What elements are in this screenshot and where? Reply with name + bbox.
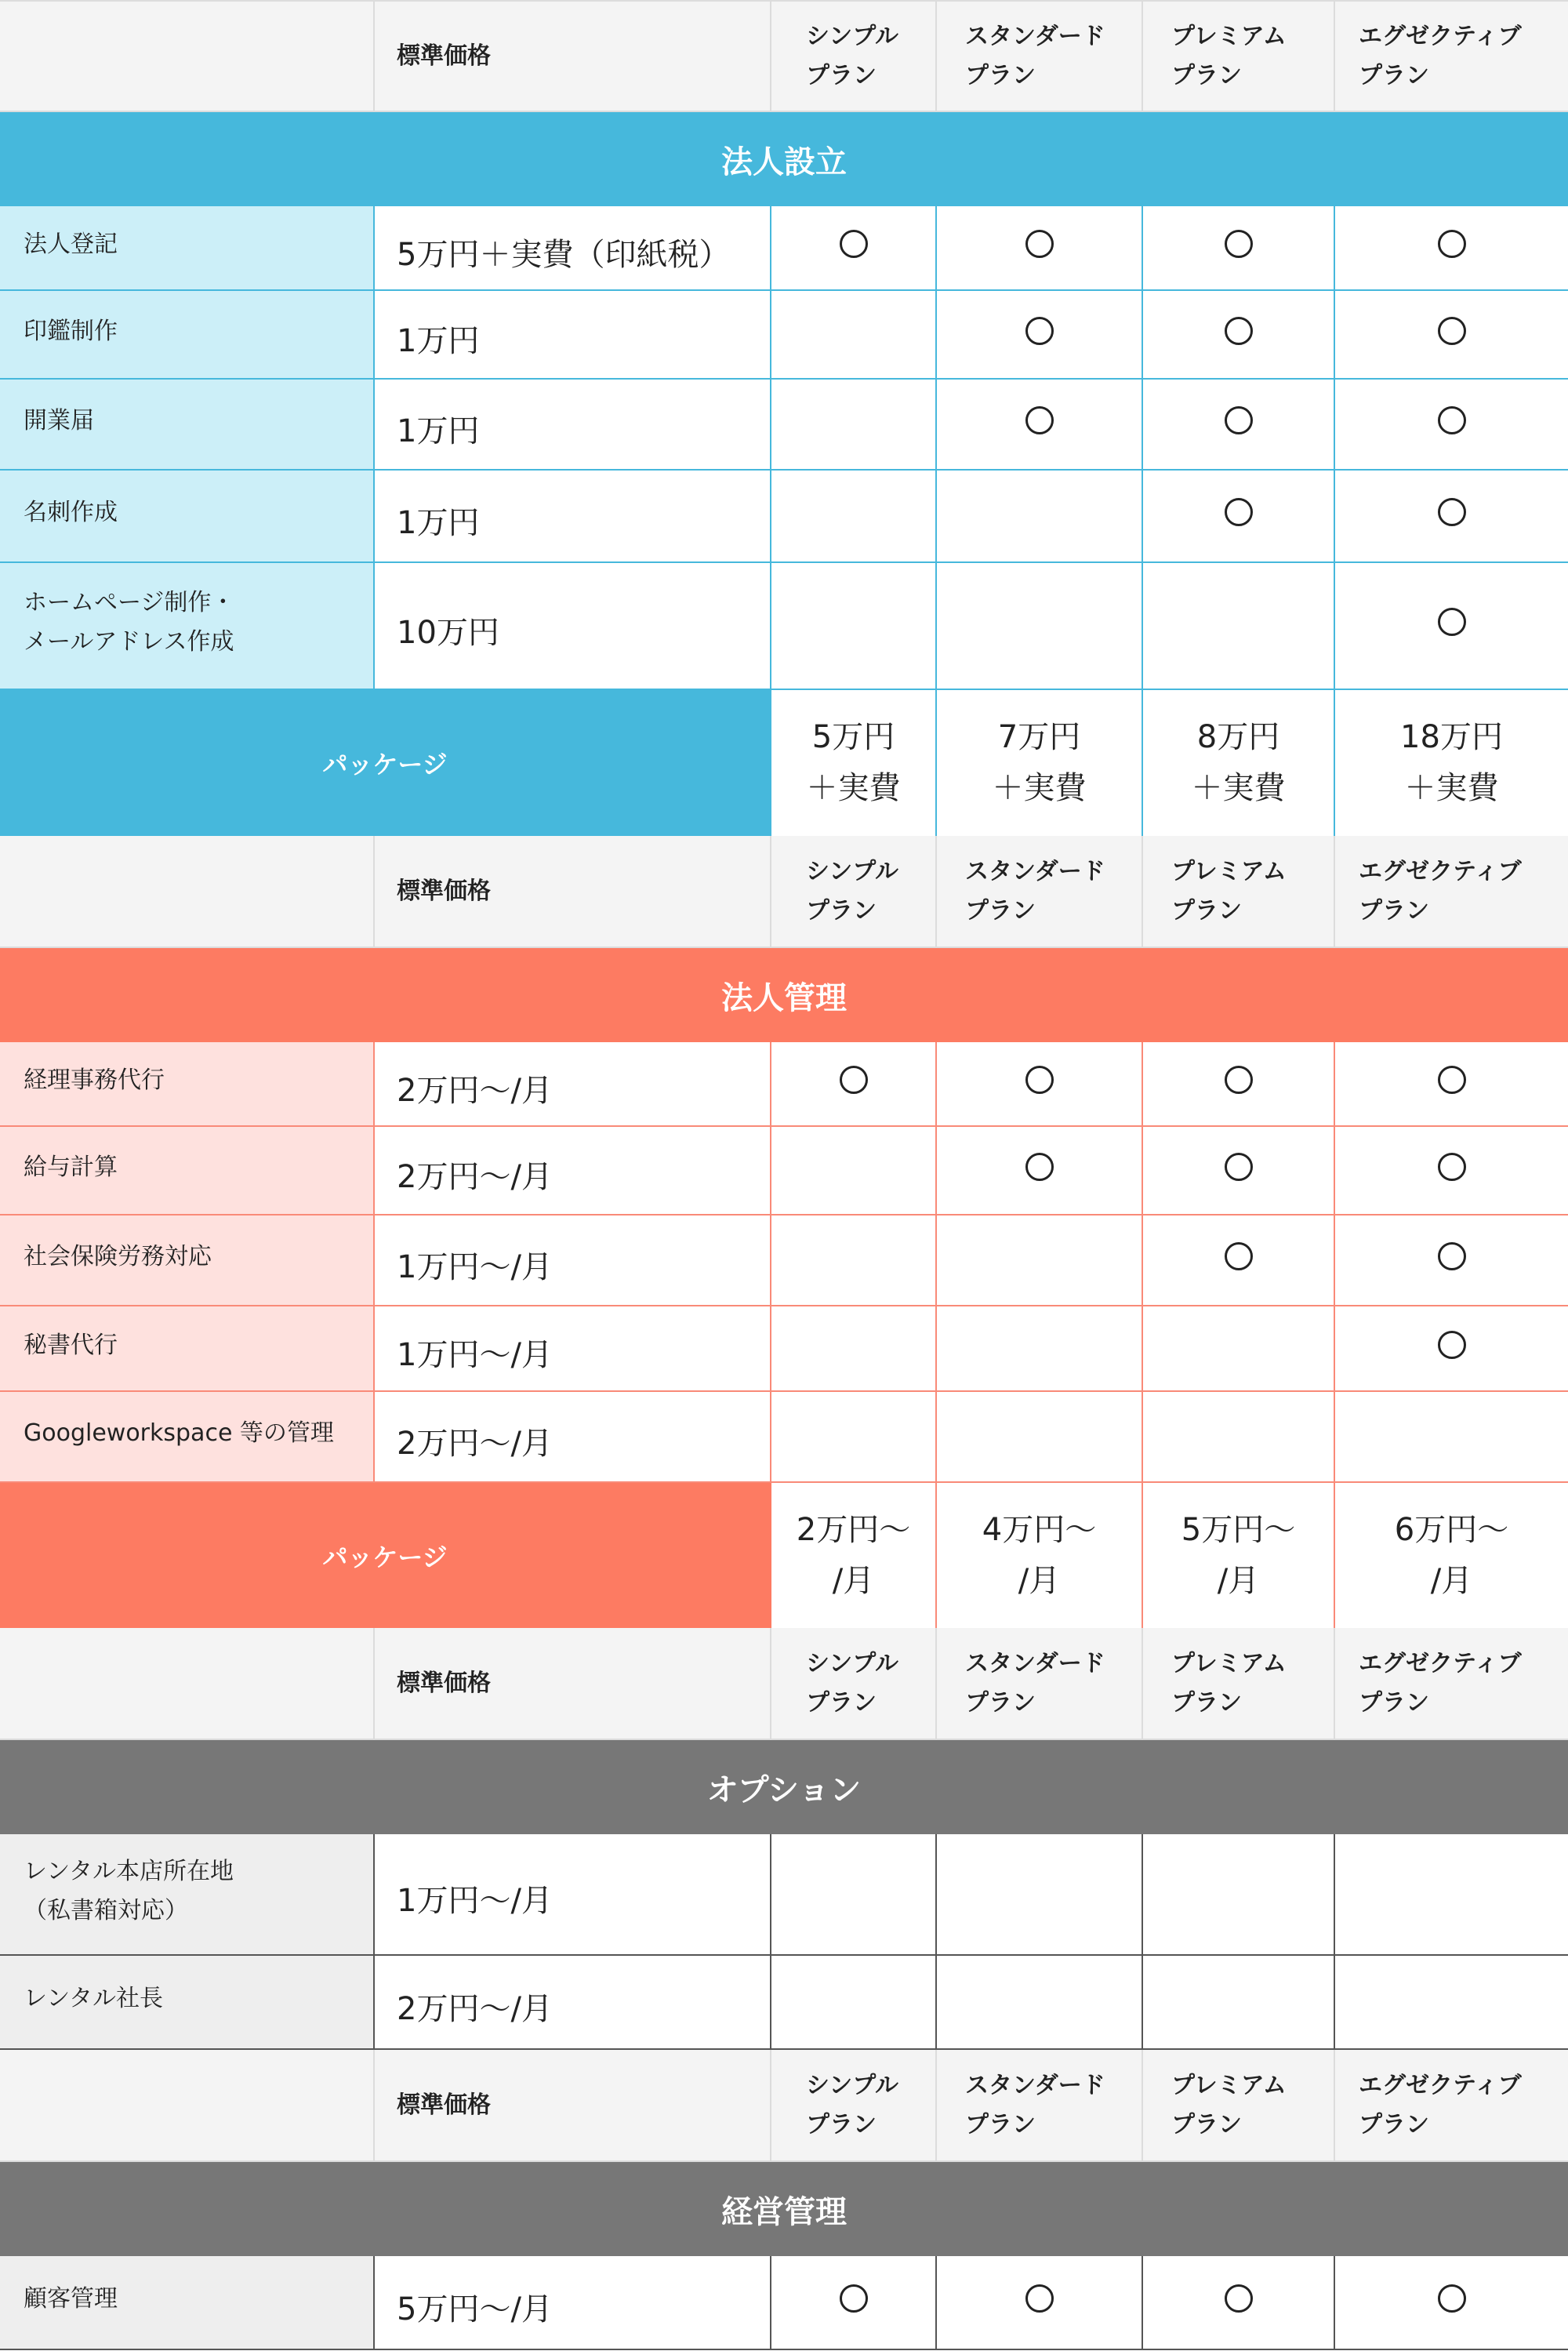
package-price-executive: 6万円〜 /月 (1335, 1483, 1568, 1630)
header-plan-executive: エグゼクティブ プラン (1359, 857, 1522, 925)
package-price-standard: 7万円 ＋実費 (937, 690, 1143, 838)
management-rows (0, 1042, 1568, 1483)
included-circle-icon (1025, 406, 1054, 434)
plan-cell-premium (1143, 1042, 1335, 1127)
header-price: 標準価格 (375, 1628, 771, 1739)
header-plan-simple: シンプル プラン (771, 2050, 937, 2160)
plan-cell-standard (937, 1834, 1143, 1956)
included-circle-icon (840, 1066, 868, 1094)
plan-cell-executive (1335, 206, 1568, 291)
header-plan-premium: プレミアム プラン (1143, 2050, 1335, 2160)
row-label: 顧客管理 (0, 2256, 375, 2350)
included-circle-icon (840, 230, 868, 258)
header-empty-cell (0, 2050, 375, 2160)
plan-cell-executive (1335, 1834, 1568, 1956)
plan-cell-executive (1335, 2256, 1568, 2350)
plan-cell-standard (937, 380, 1143, 471)
header-price: 標準価格 (375, 2050, 771, 2160)
header-plan-premium: プレミアム プラン (1143, 2, 1335, 111)
row-label: レンタル社長 (0, 1956, 375, 2050)
plan-cell-standard (937, 206, 1143, 291)
included-circle-icon (1438, 608, 1466, 636)
included-circle-icon (1438, 1153, 1466, 1181)
table-header-row (0, 2050, 1568, 2162)
plan-cell-standard (937, 291, 1143, 380)
plan-cell-executive (1335, 1956, 1568, 2050)
package-label: パッケージ (0, 1483, 771, 1630)
plan-cell-simple (771, 1127, 937, 1215)
plan-cell-simple (771, 471, 937, 563)
header-price: 標準価格 (375, 836, 771, 947)
header-plan-premium: プレミアム プラン (1143, 1628, 1335, 1739)
section-setup (0, 0, 1568, 838)
included-circle-icon (1438, 1066, 1466, 1094)
table-header-row (0, 0, 1568, 112)
plan-cell-executive (1335, 1215, 1568, 1306)
included-circle-icon (1438, 2284, 1466, 2313)
plan-cell-simple (771, 291, 937, 380)
row-price: 1万円 (375, 380, 771, 471)
package-price-premium: 8万円 ＋実費 (1143, 690, 1335, 838)
plan-cell-premium (1143, 1834, 1335, 1956)
plan-cell-premium (1143, 1306, 1335, 1392)
plan-cell-standard (937, 1127, 1143, 1215)
row-price: 5万円〜/月 (375, 2256, 771, 2350)
row-price: 1万円〜/月 (375, 1215, 771, 1306)
setup-package-row (0, 690, 1568, 838)
plan-cell-premium (1143, 1127, 1335, 1215)
table-row (0, 1392, 1568, 1483)
included-circle-icon (1438, 317, 1466, 345)
plan-cell-standard (937, 563, 1143, 690)
section-title-management: 法人管理 (0, 948, 1568, 1042)
row-label: ホームページ制作・ メールアドレス作成 (0, 563, 375, 690)
plan-cell-standard (937, 1215, 1143, 1306)
included-circle-icon (1438, 406, 1466, 434)
plan-cell-simple (771, 1392, 937, 1483)
plan-cell-premium (1143, 1392, 1335, 1483)
plan-cell-executive (1335, 291, 1568, 380)
plan-cell-simple (771, 380, 937, 471)
row-label: 社会保険労務対応 (0, 1215, 375, 1306)
plan-cell-standard (937, 1042, 1143, 1127)
row-label: 印鑑制作 (0, 291, 375, 380)
included-circle-icon (1025, 1066, 1054, 1094)
header-empty-cell (0, 2, 375, 111)
plan-cell-executive (1335, 380, 1568, 471)
row-label: 開業届 (0, 380, 375, 471)
included-circle-icon (1225, 406, 1253, 434)
row-price: 10万円 (375, 563, 771, 690)
row-price: 1万円〜/月 (375, 1834, 771, 1956)
included-circle-icon (1438, 1331, 1466, 1359)
plan-cell-simple (771, 1956, 937, 2050)
table-row (0, 1127, 1568, 1215)
included-circle-icon (1025, 2284, 1054, 2313)
row-price: 2万円〜/月 (375, 1127, 771, 1215)
row-label: 名刺作成 (0, 471, 375, 563)
plan-cell-standard (937, 1306, 1143, 1392)
row-label: 秘書代行 (0, 1306, 375, 1392)
included-circle-icon (1225, 317, 1253, 345)
table-row (0, 1956, 1568, 2050)
table-row (0, 563, 1568, 690)
included-circle-icon (1438, 1242, 1466, 1270)
included-circle-icon (1225, 1066, 1253, 1094)
plan-cell-simple (771, 2256, 937, 2350)
business-rows (0, 2256, 1568, 2350)
header-price: 標準価格 (375, 2, 771, 111)
row-price: 1万円 (375, 471, 771, 563)
plan-cell-simple (771, 1834, 937, 1956)
header-plan-standard: スタンダード プラン (937, 836, 1143, 947)
plan-cell-standard (937, 471, 1143, 563)
plan-cell-executive (1335, 563, 1568, 690)
package-row (0, 690, 1568, 838)
table-row (0, 1834, 1568, 1956)
row-label: 経理事務代行 (0, 1042, 375, 1127)
plan-cell-premium (1143, 291, 1335, 380)
plan-cell-premium (1143, 1956, 1335, 2050)
plan-cell-executive (1335, 471, 1568, 563)
table-header-row (0, 836, 1568, 948)
row-label: Googleworkspace 等の管理 (0, 1392, 375, 1483)
setup-rows (0, 206, 1568, 690)
included-circle-icon (1225, 1242, 1253, 1270)
plan-cell-simple (771, 1306, 937, 1392)
header-plan-executive: エグゼクティブ プラン (1359, 1649, 1522, 1717)
row-price: 1万円〜/月 (375, 1306, 771, 1392)
header-plan-executive: エグゼクティブ プラン (1359, 22, 1522, 89)
plan-cell-standard (937, 1392, 1143, 1483)
package-price-simple: 5万円 ＋実費 (771, 690, 937, 838)
included-circle-icon (1225, 2284, 1253, 2313)
package-price-simple: 2万円〜 /月 (771, 1483, 937, 1630)
row-price: 2万円〜/月 (375, 1956, 771, 2050)
included-circle-icon (1225, 1153, 1253, 1181)
table-row (0, 206, 1568, 291)
table-row (0, 2256, 1568, 2350)
plan-cell-executive (1335, 1306, 1568, 1392)
plan-cell-simple (771, 1042, 937, 1127)
section-management (0, 836, 1568, 1630)
table-row (0, 380, 1568, 471)
section-title-business: 経営管理 (0, 2162, 1568, 2256)
header-plan-simple: シンプル プラン (771, 2, 937, 111)
table-row (0, 1306, 1568, 1392)
row-label: レンタル本店所在地 （私書箱対応） (0, 1834, 375, 1956)
header-plan-simple: シンプル プラン (771, 836, 937, 947)
header-plan-simple: シンプル プラン (771, 1628, 937, 1739)
header-plan-premium: プレミアム プラン (1143, 836, 1335, 947)
package-label: パッケージ (0, 690, 771, 838)
header-plan-standard: スタンダード プラン (937, 2, 1143, 111)
included-circle-icon (1225, 230, 1253, 258)
plan-cell-premium (1143, 2256, 1335, 2350)
package-row (0, 1483, 1568, 1630)
plan-cell-executive (1335, 1042, 1568, 1127)
plan-cell-premium (1143, 563, 1335, 690)
plan-cell-executive (1335, 1392, 1568, 1483)
row-price: 1万円 (375, 291, 771, 380)
plan-cell-simple (771, 1215, 937, 1306)
header-plan-standard: スタンダード プラン (937, 1628, 1143, 1739)
options-rows (0, 1834, 1568, 2050)
row-label: 法人登記 (0, 206, 375, 291)
plan-cell-executive (1335, 1127, 1568, 1215)
table-row (0, 1215, 1568, 1306)
row-label: 給与計算 (0, 1127, 375, 1215)
plan-cell-standard (937, 2256, 1143, 2350)
included-circle-icon (1025, 317, 1054, 345)
plan-cell-simple (771, 563, 937, 690)
package-price-standard: 4万円〜 /月 (937, 1483, 1143, 1630)
plan-cell-premium (1143, 1215, 1335, 1306)
header-empty-cell (0, 836, 375, 947)
table-row (0, 291, 1568, 380)
included-circle-icon (1025, 1153, 1054, 1181)
included-circle-icon (1438, 230, 1466, 258)
included-circle-icon (1438, 498, 1466, 526)
included-circle-icon (1225, 498, 1253, 526)
management-package-row (0, 1483, 1568, 1630)
package-price-executive: 18万円 ＋実費 (1335, 690, 1568, 838)
included-circle-icon (1025, 230, 1054, 258)
plan-cell-standard (937, 1956, 1143, 2050)
section-title-setup: 法人設立 (0, 112, 1568, 206)
section-business (0, 2050, 1568, 2350)
table-header-row (0, 1628, 1568, 1740)
header-empty-cell (0, 1628, 375, 1739)
section-options (0, 1628, 1568, 2050)
header-plan-standard: スタンダード プラン (937, 2050, 1143, 2160)
plan-cell-premium (1143, 471, 1335, 563)
header-plan-executive: エグゼクティブ プラン (1359, 2071, 1522, 2138)
plan-cell-premium (1143, 380, 1335, 471)
plan-cell-premium (1143, 206, 1335, 291)
row-price: 2万円〜/月 (375, 1042, 771, 1127)
row-price: 2万円〜/月 (375, 1392, 771, 1483)
plan-cell-simple (771, 206, 937, 291)
included-circle-icon (840, 2284, 868, 2313)
table-row (0, 471, 1568, 563)
row-price: 5万円＋実費（印紙税） (375, 206, 771, 291)
table-row (0, 1042, 1568, 1127)
package-price-premium: 5万円〜 /月 (1143, 1483, 1335, 1630)
section-title-options: オプション (0, 1740, 1568, 1834)
